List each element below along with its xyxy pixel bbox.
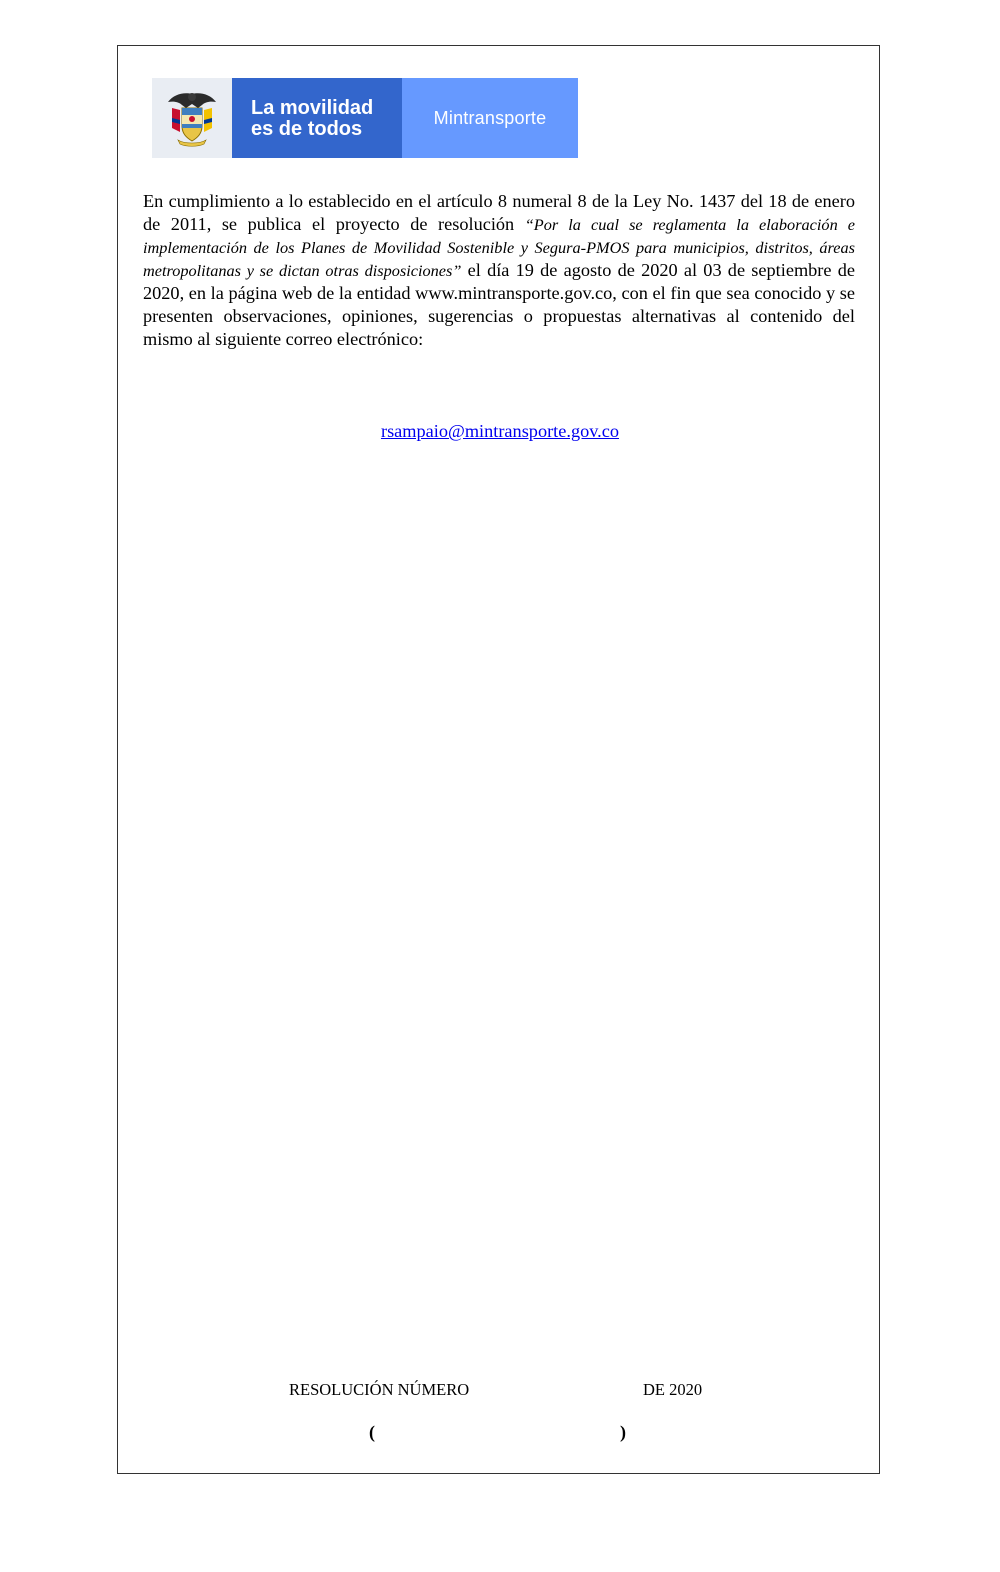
slogan-line-2: es de todos: [251, 118, 363, 140]
slogan-block: [232, 78, 402, 158]
coat-of-arms-logo: [152, 78, 232, 158]
notice-text-part2: el día 19 de agosto de 2020 al 03 de septiembre de 2020, en la página web de la entidad www.mintransporte.gov.co, con el fin que sea conocido y se presenten observaciones, opiniones, sugerencias o propuestas alternativas al contenido del mismo al siguiente correo electrónico:: [143, 260, 855, 349]
brand-name: Mintransporte: [402, 78, 578, 158]
resolution-title: “Por la cual se reglamenta la elaboración e implementación de los Planes de Movilidad Sostenible y Segura-PMOS para municipios, distritos, áreas metropolitanas y se dictan otras disposiciones”: [143, 215, 855, 280]
open-parenthesis: (: [369, 1422, 375, 1442]
email-container: [0, 421, 1000, 442]
close-parenthesis: ): [620, 1422, 626, 1442]
coat-of-arms-icon: [164, 88, 220, 148]
resolution-number-label: RESOLUCIÓN NÚMERO: [289, 1380, 470, 1399]
notice-paragraph: [143, 190, 855, 351]
email-link[interactable]: rsampaio@mintransporte.gov.co: [380, 421, 619, 441]
resolution-year-label: DE 2020: [643, 1380, 703, 1399]
notice-text-part1: En cumplimiento a lo establecido en el artículo 8 numeral 8 de la Ley No. 1437 del 18 de enero de 2011, se publica el proyecto de resolución: [143, 191, 855, 234]
letterhead: [152, 78, 578, 158]
slogan-line-1: La movilidad: [251, 97, 374, 119]
